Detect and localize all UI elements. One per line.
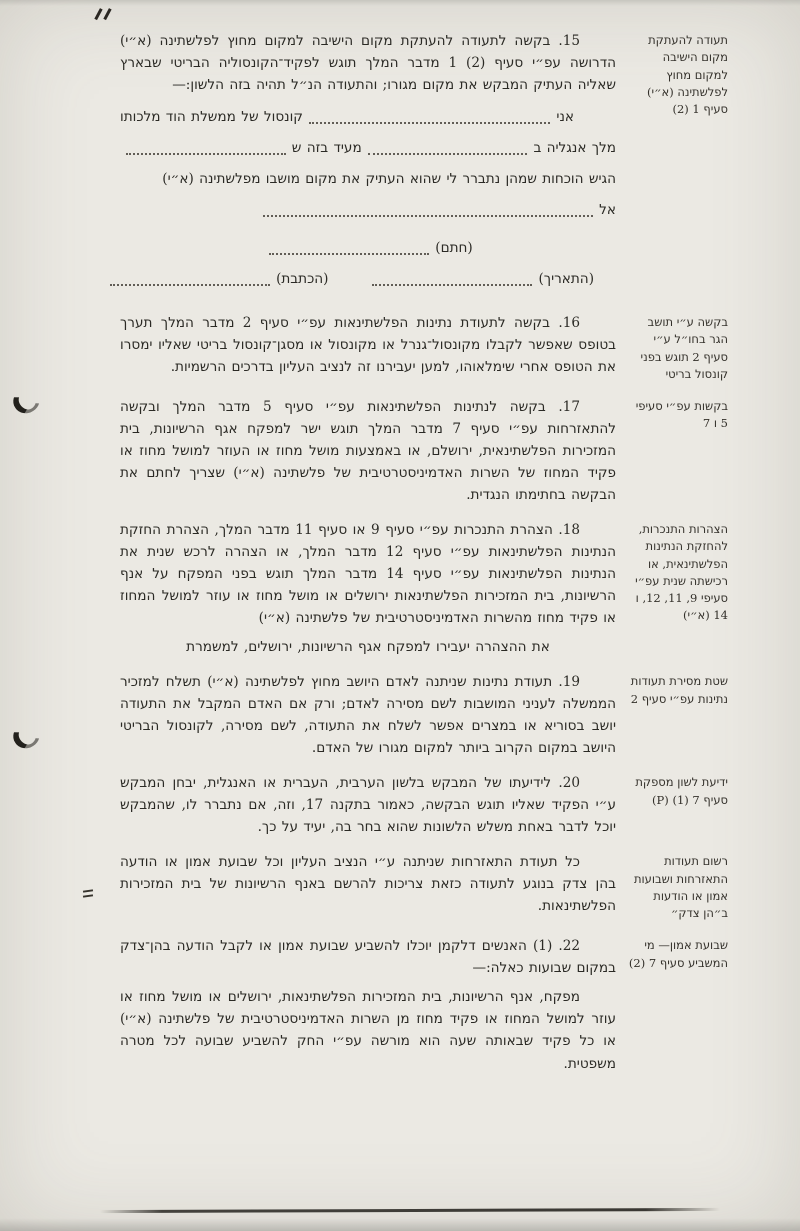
form-text: אני (556, 109, 574, 126)
scan-bottom-shadow (0, 1218, 800, 1231)
section-body (120, 671, 616, 759)
blank-dotted-field (110, 273, 270, 286)
section-15 (116, 30, 728, 299)
blank-dotted-field (126, 142, 286, 155)
form-text: מלך אנגליה ב (533, 140, 616, 157)
scan-top-shadow (0, 0, 800, 6)
section-16 (116, 312, 728, 383)
form-text: (התאריך) (538, 271, 594, 288)
form-line (120, 106, 616, 128)
blank-dotted-field (263, 204, 593, 217)
form-text: קונסול של ממשלת הוד מלכותו (120, 109, 303, 126)
margin-note: שבועת אמון— מי המשביע סעיף 7 (2) (628, 938, 728, 970)
section-body (120, 519, 616, 658)
date-address-line (120, 268, 616, 290)
form-text: הגיש הוכחות שמהן נתברר לי שהוא העתיק את מקום מושבו מפלשתינה (א״י) (162, 171, 616, 188)
blank-dotted-field (269, 242, 429, 255)
form-line (120, 199, 616, 221)
paragraph: כל תעודת התאזרחות שניתנה ע״י הנציב העליון וכל שבועת אמון או הודעה בהן צדק בנוגע לתעודה כזאת צריכות להרשם באנף הרשיונות של בית המזכירות הפלשתינאות. (120, 854, 616, 915)
hole-punch-bottom (13, 723, 40, 748)
paragraph: 16. בקשה לתעודת נתינות הפלשתינאות עפ״י סעיף 2 מדבר המלך תערך בטופס שאפשר לקבלו מקונסול־גנרל או מקונסול או מסגן־קונסול בריטי שאליו ימסרו את הטופס אחרי שימלאוהו, למען יעבירנו זה לנציב העליון בדרכים הרשמיות. (120, 315, 616, 376)
paragraph: 20. לידיעתו של המבקש בלשון הערבית, העברית או האנגלית, יבחן המבקש ע״י הפקיד שאליו תוגש הבקשה, כאמור בתקנה 17, וזה, אם נתברר לו, שהמבקש יוכל לדבר באחת משלש הלשונות שהוא בחר בה, יעיד על כך. (120, 775, 616, 836)
pen-mark-left-icon (83, 890, 93, 900)
section-body (120, 30, 616, 299)
section-19 (116, 671, 728, 759)
paragraph: 15. בקשה לתעודה להעתקת מקום הישיבה למקום מחוץ לפלשתינה (א״י) הדרושה עפ״י סעיף (2) 1 מדבר המלך תוגש לפקיד־הקונסוליה הבריטי שבארץ שאליה העתיק המבקש את מקום מגורו; והתעודה הנ״ל תהיה בזה הלשון:— (120, 33, 617, 94)
paragraph: 17. בקשה לנתינות הפלשתינאות עפ״י סעיף 5 מדבר המלך ובקשה להתאזרחות עפ״י סעיף 7 מדבר המלך תוגש ישר למפקח אגף הרשיונות, בית המזכירות הפלשתינאית, ירושלם, או באמצעות מושל מחוז או העוזר למושל מחוז או פקיד המחוז של השרות האדמיניסטרטיבית של פלשתינה (א״י) שצריך לחתם את הבקשה בחתימתו הנגדית. (120, 399, 616, 504)
hole-punch-top (13, 388, 40, 413)
form-text: (חתם) (435, 240, 473, 257)
document-content (116, 30, 728, 1088)
form-line (120, 137, 616, 159)
section-22 (116, 935, 728, 1074)
signature-line (120, 237, 616, 259)
consul-certificate-form (120, 106, 616, 290)
paragraph: 18. הצהרת התנכרות עפ״י סעיף 9 או סעיף 11 מדבר המלך, הצהרת החזקת הנתינות הפלשתינאות עפ״י סעיף 12 מדבר המלך, או הצהרה לרכש שנית את הנתינות הפלשתינאות עפ״י סעיף 14 מדבר המלך תוגש בפני המפקח על אנף הרשיונות, בית המזכירות הפלשתינאות ירושלים או מושל מחוז או עוזר למושל המחוז או פקיד מחוז מהשרות האדמיניסטרטיבית של פלשתינה (א״י) (120, 522, 617, 627)
blank-dotted-field (368, 142, 528, 155)
blank-dotted-field (372, 273, 532, 286)
section-body (120, 312, 616, 383)
section-18 (116, 519, 728, 658)
paragraph-centered: את ההצהרה יעבירו למפקח אגף הרשיונות, ירושלים, למשמרת (186, 639, 550, 656)
margin-note: הצהרות התנכרות, להחזקת הנתינות הפלשתינאית, או רכישתה שנית עפ״י סעיפי 9, 11, 12, ו 14 (א״י) (635, 522, 728, 623)
section-body (120, 396, 616, 506)
section-20 (116, 772, 728, 838)
form-text: אל (599, 202, 616, 219)
section-body (120, 935, 616, 1074)
section-21 (116, 851, 728, 922)
form-text: (הכתבת) (276, 271, 329, 288)
paragraph: 22. (1) האנשים דלקמן יוכלו להשביע שבועת אמון או לקבל הודעה בהן־צדק במקום שבועות כאלה:— (120, 938, 616, 977)
form-text: מעיד בזה ש (291, 140, 362, 157)
margin-note: בקשה ע״י תושב הגר בחו״ל ע״י סעיף 2 תוגש בפני קונסול בריטי (640, 315, 728, 381)
paragraph: 19. תעודת נתינות שניתנה לאדם היושב מחוץ לפלשתינה (א״י) תשלח למזכיר הממשלה לעניני המושבות לשם מסירה לאדם; ורק אם האדם המקבל את התעודה יושב בסוריא או במצרים אפשר לשלח את התעודה, לשם מסירה, לקונסול הבריטי היושב במקום הקרוב ביותר למקום מגורו של האדם. (120, 674, 616, 757)
paragraph: מפקח, אנף הרשיונות, בית המזכירות הפלשתינאות, ירושלים או מושל מחוז או עוזר למושל המחוז או פקיד מחוז מן השרות האדמיניסטרטיבית של פלשתינה (א״י) או כל פקיד שבאותה שעה הוא מורשה עפ״י החק להשביע שבועה לכל מטרה משפטית. (120, 989, 616, 1072)
margin-note: ידיעת לשון מספקת סעיף 7 (1) (P) (635, 775, 728, 807)
section-body (120, 851, 616, 922)
section-body (120, 772, 616, 838)
margin-note: בקשות עפ״י סעיפי 5 ו 7 (635, 399, 728, 431)
pen-mark-top-icon (93, 8, 119, 21)
section-17 (116, 396, 728, 506)
blank-dotted-field (309, 111, 550, 124)
form-line (120, 168, 616, 190)
margin-note: תעודה להעתקת מקום הישיבה למקום מחוץ לפלשתינה (א״י) סעיף 1 (2) (647, 33, 728, 116)
scan-streak-bottom (100, 1208, 720, 1213)
margin-note: רשום תעודות התאזרחות ושבועות אמון או הודעות ב״הן צדק״ (633, 854, 728, 921)
margin-note: שטת מסירת תעודות נתינות עפ״י סעיף 2 (630, 674, 728, 706)
